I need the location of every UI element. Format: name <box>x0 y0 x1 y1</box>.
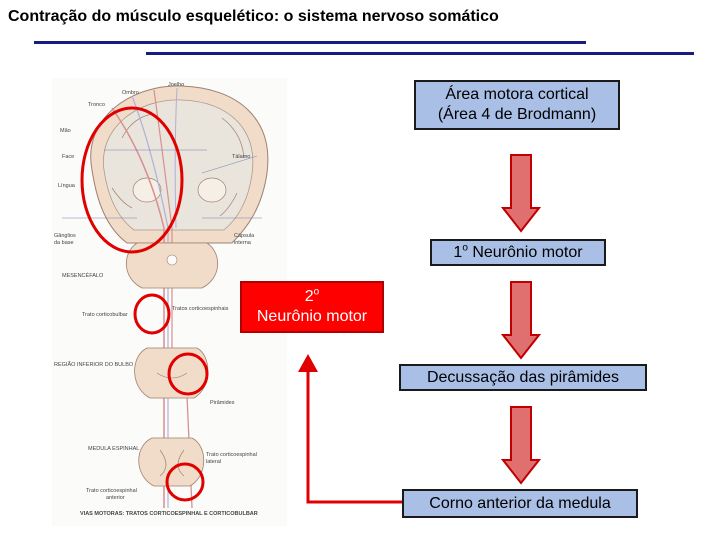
label-mao: Mão <box>60 128 71 134</box>
box-segundo-neuronio <box>240 281 384 333</box>
label-capsula: Cápsula <box>234 233 255 239</box>
box-area-motora-cortical <box>414 80 620 130</box>
neuronio1-ordinal: o <box>462 242 468 254</box>
label-trato-anterior-1: Trato corticoespinhal <box>86 488 137 494</box>
label-lingua: Língua <box>58 183 75 189</box>
label-piramides: Pirâmides <box>210 400 235 406</box>
neuronio1-number: 1 <box>453 244 463 261</box>
label-trato-anterior-2: anterior <box>106 495 125 501</box>
neuronio1-text: Neurônio motor <box>467 244 583 261</box>
area-motora-line1: Área motora cortical <box>445 86 589 103</box>
neuronio2-number: 2 <box>304 288 314 305</box>
title-underline-top <box>34 41 586 44</box>
page-title: Contração do músculo esquelético: o sistema nervoso somático <box>8 8 499 25</box>
label-tronco: Tronco <box>88 102 105 108</box>
label-ombro: Ombro <box>122 90 139 96</box>
label-da-base: da base <box>54 240 74 246</box>
label-talamo: Tálamo <box>232 154 251 160</box>
label-face: Face <box>62 154 75 160</box>
return-arrow <box>290 350 405 510</box>
label-ganglios: Gânglios <box>54 233 76 239</box>
corno-text: Corno anterior da medula <box>429 495 611 512</box>
box-decussacao <box>399 364 647 391</box>
flow-arrow-1 <box>501 153 541 233</box>
flow-arrow-2 <box>501 280 541 360</box>
box-primeiro-neuronio <box>430 239 606 266</box>
label-regiao-bulbo: REGIÃO INFERIOR DO BULBO <box>54 362 134 368</box>
decussacao-text: Decussação das pirâmides <box>426 369 620 386</box>
label-mesencefalo: MESENCÉFALO <box>62 273 104 279</box>
box-corno-anterior <box>402 489 638 518</box>
label-trato-corticobulbar: Trato corticobulbar <box>82 312 128 318</box>
label-tratos-corticoespinhais: Tratos corticoespinhais <box>172 306 229 312</box>
flow-arrow-3 <box>501 405 541 485</box>
title-underline-bottom <box>146 52 694 55</box>
label-medula: MEDULA ESPINHAL <box>88 446 140 452</box>
label-trato-lateral-2: lateral <box>206 459 221 465</box>
label-trato-lateral-1: Trato corticoespinhal <box>206 452 257 458</box>
neuronio2-ordinal: o <box>313 286 320 298</box>
label-joelho: Joelho <box>168 82 185 88</box>
label-interna: interna <box>234 240 251 246</box>
area-motora-line2: (Área 4 de Brodmann) <box>437 106 597 123</box>
illustration-caption: VIAS MOTORAS: TRATOS CORTICOESPINHAL E CORTICOBULBAR <box>80 511 258 517</box>
neuronio2-text: Neurônio motor <box>256 308 368 325</box>
